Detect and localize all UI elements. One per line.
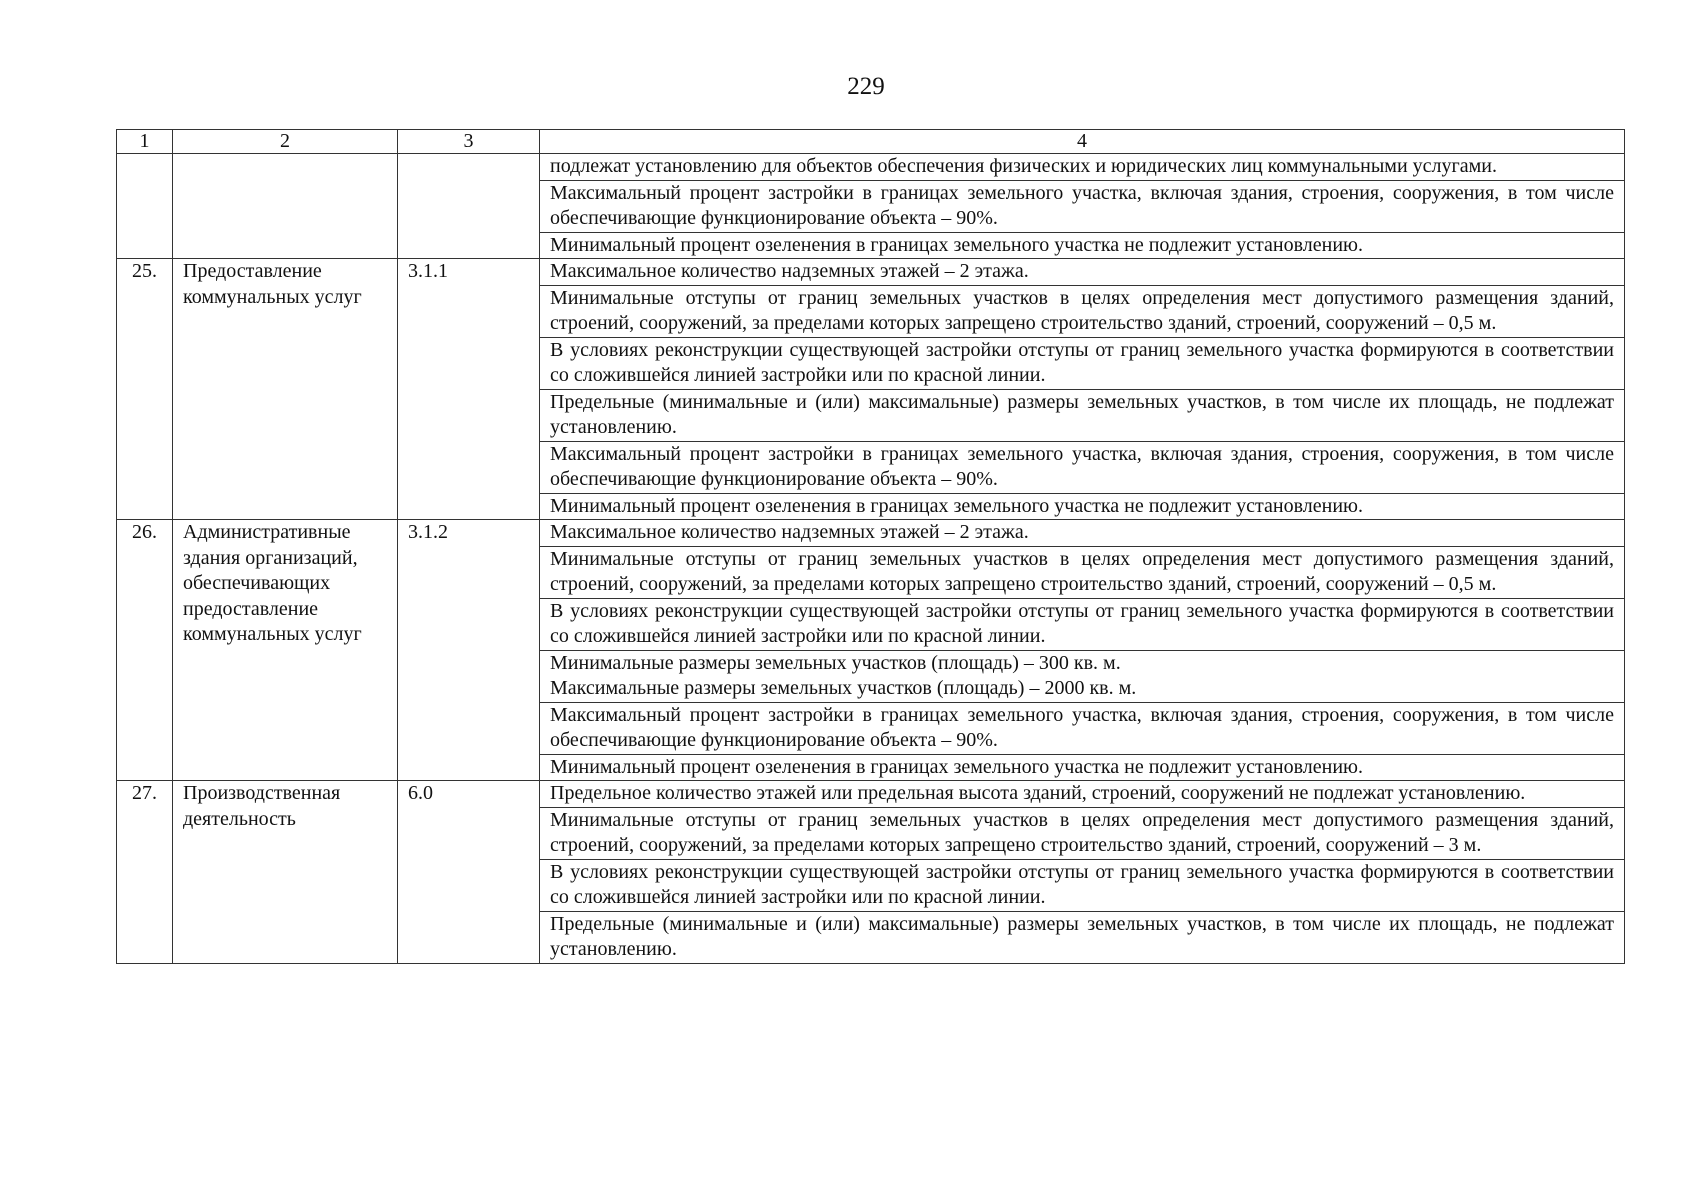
- parameter-cell: Минимальные отступы от границ земельных участков в целях определения мест допустимого размещения зданий, строений, сооружений, за пределами которых запрещено строительство зданий, строений, сооружений – 3 м.: [540, 807, 1625, 859]
- parameter-cell: Максимальный процент застройки в границах земельного участка, включая здания, строения, сооружения, в том числе обеспечивающие функционирование объекта – 90%.: [540, 441, 1625, 493]
- row-number: 25.: [117, 259, 173, 520]
- parameter-cell: Максимальное количество надземных этажей – 2 этажа.: [540, 520, 1625, 547]
- use-type-name: Производственная деятельность: [173, 781, 398, 964]
- empty-cell-num: [117, 154, 173, 259]
- use-type-code: 6.0: [398, 781, 540, 964]
- header-row: [117, 130, 1625, 154]
- parameter-cell: Предельные (минимальные и (или) максимальные) размеры земельных участков, в том числе их площадь, не подлежат установлению.: [540, 911, 1625, 963]
- parameter-cell: В условиях реконструкции существующей застройки отступы от границ земельного участка формируются в соответствии со сложившейся линией застройки или по красной линии.: [540, 598, 1625, 650]
- page-number: 229: [847, 73, 885, 100]
- table-row: [117, 259, 1625, 286]
- parameter-cell: В условиях реконструкции существующей застройки отступы от границ земельного участка формируются в соответствии со сложившейся линией застройки или по красной линии.: [540, 337, 1625, 389]
- parameter-cell: Максимальный процент застройки в границах земельного участка, включая здания, строения, сооружения, в том числе обеспечивающие функционирование объекта – 90%.: [540, 180, 1625, 232]
- parameter-cell: Максимальный процент застройки в границах земельного участка, включая здания, строения, сооружения, в том числе обеспечивающие функционирование объекта – 90%.: [540, 702, 1625, 754]
- regulations-table: [116, 129, 1625, 964]
- parameter-cell: подлежат установлению для объектов обеспечения физических и юридических лиц коммунальными услугами.: [540, 154, 1625, 181]
- parameter-cell: Предельное количество этажей или предельная высота зданий, строений, сооружений не подлежат установлению.: [540, 781, 1625, 808]
- parameter-cell: Минимальный процент озеленения в границах земельного участка не подлежит установлению.: [540, 754, 1625, 781]
- use-type-code: 3.1.2: [398, 520, 540, 781]
- parameter-cell: Минимальные отступы от границ земельных участков в целях определения мест допустимого размещения зданий, строений, сооружений, за пределами которых запрещено строительство зданий, строений, сооружений – 0,5 м.: [540, 546, 1625, 598]
- parameter-cell: Максимальное количество надземных этажей – 2 этажа.: [540, 259, 1625, 286]
- parameter-cell: Минимальный процент озеленения в границах земельного участка не подлежит установлению.: [540, 232, 1625, 259]
- row-number: 27.: [117, 781, 173, 964]
- parameter-cell: В условиях реконструкции существующей застройки отступы от границ земельного участка формируются в соответствии со сложившейся линией застройки или по красной линии.: [540, 859, 1625, 911]
- column-header-3: 3: [398, 130, 540, 154]
- parameter-cell: Предельные (минимальные и (или) максимальные) размеры земельных участков, в том числе их площадь, не подлежат установлению.: [540, 389, 1625, 441]
- column-header-2: 2: [173, 130, 398, 154]
- row-number: 26.: [117, 520, 173, 781]
- table-row: [117, 154, 1625, 181]
- empty-cell-name: [173, 154, 398, 259]
- table-row: [117, 520, 1625, 547]
- parameter-cell: Минимальный процент озеленения в границах земельного участка не подлежит установлению.: [540, 493, 1625, 520]
- parameter-cell: Минимальные размеры земельных участков (площадь) – 300 кв. м. Максимальные размеры земельных участков (площадь) – 2000 кв. м.: [540, 650, 1625, 702]
- column-header-4: 4: [540, 130, 1625, 154]
- table-row: [117, 781, 1625, 808]
- parameter-cell: Минимальные отступы от границ земельных участков в целях определения мест допустимого размещения зданий, строений, сооружений, за пределами которых запрещено строительство зданий, строений, сооружений – 0,5 м.: [540, 285, 1625, 337]
- use-type-name: Административные здания организаций, обеспечивающих предоставление коммунальных услуг: [173, 520, 398, 781]
- empty-cell-code: [398, 154, 540, 259]
- column-header-1: 1: [117, 130, 173, 154]
- use-type-name: Предоставление коммунальных услуг: [173, 259, 398, 520]
- use-type-code: 3.1.1: [398, 259, 540, 520]
